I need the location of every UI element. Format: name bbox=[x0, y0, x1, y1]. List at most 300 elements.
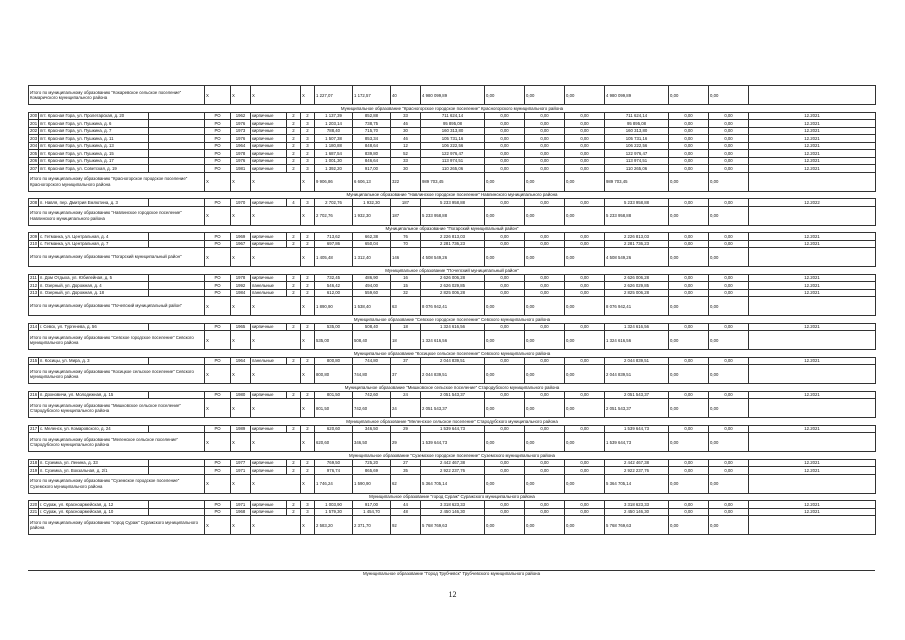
owner-funds-cell: 5 233 958,88 bbox=[605, 206, 669, 225]
type-cell: РО bbox=[205, 501, 231, 509]
empty-cell bbox=[149, 425, 205, 433]
table-row bbox=[29, 142, 876, 150]
fund-cell: 0,00 bbox=[669, 516, 709, 535]
fund-cell: 0,00 bbox=[525, 323, 565, 331]
subtotal-row bbox=[29, 86, 876, 105]
total-cost-cell: 2 051 543,37 bbox=[421, 391, 485, 399]
year-cell: 1981 bbox=[231, 165, 251, 173]
subtotal-label: Итого по муниципальному образованию "Меленское сельское поселение" Стародубского муниципального района bbox=[29, 433, 205, 452]
row-number: 211 bbox=[30, 275, 37, 281]
fund-cell: 0,00 bbox=[709, 365, 749, 384]
section-header: Муниципальное образование "Красногорское городское поселение" Красногорского муниципального района bbox=[29, 105, 876, 113]
section-header-row bbox=[29, 452, 876, 460]
fund-cell: 0,00 bbox=[565, 199, 605, 207]
table-row bbox=[29, 357, 876, 365]
type-cell: РО bbox=[205, 323, 231, 331]
residents-cell: 16 bbox=[391, 274, 421, 282]
living-area-cell: 2 371,70 bbox=[353, 516, 391, 535]
fund-cell: 0,00 bbox=[485, 459, 525, 467]
type-cell: РО bbox=[205, 467, 231, 475]
fund-cell: 0,00 bbox=[669, 365, 709, 384]
x-cell: X bbox=[301, 365, 315, 384]
area-cell: 1 507,38 bbox=[315, 135, 353, 143]
fund-cell: 0,00 bbox=[525, 142, 565, 150]
x-cell: X bbox=[231, 297, 251, 316]
residents-cell: 37 bbox=[391, 357, 421, 365]
living-area-cell: 508,40 bbox=[353, 331, 391, 350]
fund-cell: 0,00 bbox=[565, 274, 605, 282]
material-cell: кирпичные bbox=[251, 120, 287, 128]
type-cell: РО bbox=[205, 357, 231, 365]
subtotal-label: Итого по муниципальному образованию "Севское городское поселение" Севского муниципального района bbox=[29, 331, 205, 350]
row-number: 200 bbox=[30, 113, 38, 119]
fund-cell: 0,00 bbox=[525, 199, 565, 207]
area-cell: 713,62 bbox=[315, 233, 353, 241]
fund-cell: 0,00 bbox=[709, 297, 749, 316]
living-area-cell: 662,38 bbox=[353, 233, 391, 241]
material-cell: кирпичные bbox=[251, 459, 287, 467]
entrances-cell: 3 bbox=[301, 135, 315, 143]
section-header-row bbox=[29, 384, 876, 392]
fund-cell: 0,00 bbox=[709, 459, 749, 467]
total-cost-cell: 2 626 029,85 bbox=[421, 282, 485, 290]
deadline-cell: 12.2021 bbox=[749, 112, 876, 120]
fund-cell: 0,00 bbox=[669, 297, 709, 316]
entrances-cell: 2 bbox=[301, 289, 315, 297]
living-area-cell: 846,64 bbox=[353, 157, 391, 165]
entrances-cell: 2 bbox=[301, 467, 315, 475]
address-cell: с. Гетманка, ул. Центральная, д. 7 bbox=[39, 240, 149, 248]
fund-cell: 0,00 bbox=[669, 233, 709, 241]
fund-cell: 0,00 bbox=[525, 501, 565, 509]
fund-cell: 0,00 bbox=[485, 157, 525, 165]
residents-cell: 30 bbox=[391, 127, 421, 135]
empty-cell bbox=[149, 165, 205, 173]
x-cell: X bbox=[301, 206, 315, 225]
fund-cell: 0,00 bbox=[485, 425, 525, 433]
owner-funds-cell: 2 226 813,03 bbox=[605, 233, 669, 241]
row-number: 217 bbox=[30, 426, 38, 432]
fund-cell: 0,00 bbox=[709, 127, 749, 135]
entrances-cell: 3 bbox=[301, 142, 315, 150]
address-cell: п. Суземка, ул. Ленина, д. 33 bbox=[39, 459, 149, 467]
subtotal-row bbox=[29, 433, 876, 452]
fund-cell: 0,00 bbox=[525, 474, 565, 493]
fund-cell: 0,00 bbox=[565, 459, 605, 467]
fund-cell: 0,00 bbox=[709, 120, 749, 128]
fund-cell: 0,00 bbox=[525, 516, 565, 535]
fund-cell: 0,00 bbox=[709, 323, 749, 331]
floors-cell: 2 bbox=[287, 127, 301, 135]
fund-cell: 0,00 bbox=[525, 399, 565, 418]
fund-cell: 0,00 bbox=[565, 112, 605, 120]
area-cell: 1 687,54 bbox=[315, 150, 353, 158]
fund-cell: 0,00 bbox=[485, 165, 525, 173]
floors-cell: 2 bbox=[287, 323, 301, 331]
area-cell: 976,74 bbox=[315, 467, 353, 475]
residents-cell: 63 bbox=[391, 297, 421, 316]
total-cost-cell: 122 976,47 bbox=[421, 150, 485, 158]
deadline-cell: 12.2021 bbox=[749, 501, 876, 509]
fund-cell: 0,00 bbox=[709, 172, 749, 191]
x-cell: X bbox=[301, 516, 315, 535]
fund-cell: 0,00 bbox=[709, 508, 749, 516]
fund-cell: 0,00 bbox=[709, 474, 749, 493]
owner-funds-cell: 95 895,08 bbox=[605, 120, 669, 128]
empty-cell bbox=[749, 365, 876, 384]
table-row bbox=[29, 199, 876, 207]
residents-cell: 46 bbox=[391, 120, 421, 128]
fund-cell: 0,00 bbox=[565, 165, 605, 173]
material-cell: кирпичные bbox=[251, 142, 287, 150]
type-cell: РО bbox=[205, 150, 231, 158]
x-cell: X bbox=[301, 248, 315, 267]
x-cell: X bbox=[205, 516, 231, 535]
row-number: 203 bbox=[30, 135, 38, 141]
fund-cell: 0,00 bbox=[565, 331, 605, 350]
type-cell: РО bbox=[205, 289, 231, 297]
total-cost-cell: 3 318 623,33 bbox=[421, 501, 485, 509]
empty-cell bbox=[749, 474, 876, 493]
table-row bbox=[29, 157, 876, 165]
fund-cell: 0,00 bbox=[485, 399, 525, 418]
total-cost-cell: 2 044 839,51 bbox=[421, 357, 485, 365]
fund-cell: 0,00 bbox=[709, 135, 749, 143]
x-cell: X bbox=[301, 86, 315, 105]
fund-cell: 0,00 bbox=[669, 467, 709, 475]
empty-cell bbox=[149, 112, 205, 120]
living-area-cell: 744,80 bbox=[353, 357, 391, 365]
fund-cell: 0,00 bbox=[485, 516, 525, 535]
fund-cell: 0,00 bbox=[709, 425, 749, 433]
address-cell: п. Косицы, ул. Мира, д. 3 bbox=[39, 357, 149, 365]
fund-cell: 0,00 bbox=[669, 165, 709, 173]
year-cell: 1980 bbox=[231, 391, 251, 399]
row-number: 212 bbox=[30, 282, 38, 288]
section-header-row bbox=[29, 316, 876, 324]
deadline-cell: 12.2021 bbox=[749, 150, 876, 158]
empty-cell bbox=[749, 206, 876, 225]
fund-cell: 0,00 bbox=[485, 112, 525, 120]
total-cost-cell: 95 895,08 bbox=[421, 120, 485, 128]
fund-cell: 0,00 bbox=[709, 357, 749, 365]
floors-cell: 2 bbox=[287, 274, 301, 282]
fund-cell: 0,00 bbox=[669, 357, 709, 365]
living-area-cell: 917,00 bbox=[353, 165, 391, 173]
material-cell: панельные bbox=[251, 282, 287, 290]
entrances-cell: 2 bbox=[301, 233, 315, 241]
owner-funds-cell: 4 508 549,26 bbox=[605, 248, 669, 267]
area-cell: 1 180,88 bbox=[315, 142, 353, 150]
fund-cell: 0,00 bbox=[669, 289, 709, 297]
fund-cell: 0,00 bbox=[485, 501, 525, 509]
deadline-cell: 12.2021 bbox=[749, 391, 876, 399]
total-cost-cell: 1 539 644,73 bbox=[421, 433, 485, 452]
table-row bbox=[29, 233, 876, 241]
fund-cell: 0,00 bbox=[669, 459, 709, 467]
fund-cell: 0,00 bbox=[565, 474, 605, 493]
living-area-cell: 865,69 bbox=[353, 467, 391, 475]
deadline-cell: 12.2021 bbox=[749, 127, 876, 135]
living-area-cell: 742,60 bbox=[353, 399, 391, 418]
floors-cell: 2 bbox=[287, 508, 301, 516]
section-header-row bbox=[29, 418, 876, 426]
x-cell: X bbox=[301, 297, 315, 316]
living-area-cell: 744,80 bbox=[353, 365, 391, 384]
empty-cell bbox=[749, 331, 876, 350]
fund-cell: 0,00 bbox=[525, 282, 565, 290]
total-cost-cell: 2 442 467,38 bbox=[421, 459, 485, 467]
fund-cell: 0,00 bbox=[525, 86, 565, 105]
fund-cell: 0,00 bbox=[669, 112, 709, 120]
empty-cell bbox=[149, 323, 205, 331]
x-cell: X bbox=[205, 365, 231, 384]
subtotal-row bbox=[29, 297, 876, 316]
section-header: Муниципальное образование "город Сураж" Суражского муниципального района bbox=[29, 493, 876, 501]
x-cell: X bbox=[251, 474, 301, 493]
entrances-cell: 2 bbox=[301, 282, 315, 290]
residents-cell: 32 bbox=[391, 289, 421, 297]
fund-cell: 0,00 bbox=[565, 157, 605, 165]
x-cell: X bbox=[231, 248, 251, 267]
type-cell: РО bbox=[205, 165, 231, 173]
living-area-cell: 1 312,40 bbox=[353, 248, 391, 267]
owner-funds-cell: 711 624,14 bbox=[605, 112, 669, 120]
type-cell: РО bbox=[205, 508, 231, 516]
owner-funds-cell: 160 313,80 bbox=[605, 127, 669, 135]
x-cell: X bbox=[251, 172, 301, 191]
fund-cell: 0,00 bbox=[565, 323, 605, 331]
area-cell: 535,00 bbox=[315, 331, 353, 350]
deadline-cell: 12.2021 bbox=[749, 425, 876, 433]
year-cell: 1964 bbox=[231, 357, 251, 365]
residents-cell: 48 bbox=[391, 508, 421, 516]
empty-cell bbox=[149, 135, 205, 143]
living-area-cell: 346,50 bbox=[353, 433, 391, 452]
fund-cell: 0,00 bbox=[709, 433, 749, 452]
x-cell: X bbox=[301, 331, 315, 350]
fund-cell: 0,00 bbox=[709, 165, 749, 173]
fund-cell: 0,00 bbox=[565, 127, 605, 135]
living-area-cell: 508,40 bbox=[353, 323, 391, 331]
fund-cell: 0,00 bbox=[669, 240, 709, 248]
living-area-cell: 650,04 bbox=[353, 240, 391, 248]
living-area-cell: 917,00 bbox=[353, 501, 391, 509]
material-cell: панельные bbox=[251, 357, 287, 365]
empty-cell bbox=[149, 199, 205, 207]
year-cell: 1978 bbox=[231, 274, 251, 282]
owner-funds-cell: 8 076 942,41 bbox=[605, 297, 669, 316]
table-row bbox=[29, 501, 876, 509]
total-cost-cell: 2 044 839,51 bbox=[421, 365, 485, 384]
x-cell: X bbox=[251, 433, 301, 452]
type-cell: РО bbox=[205, 127, 231, 135]
floors-cell: 2 bbox=[287, 135, 301, 143]
fund-cell: 0,00 bbox=[709, 86, 749, 105]
address-cell: пгт. Красная Гора, ул. Советская, д. 19 bbox=[39, 165, 149, 173]
fund-cell: 0,00 bbox=[709, 391, 749, 399]
living-area-cell: 1 172,57 bbox=[353, 86, 391, 105]
year-cell: 1970 bbox=[231, 199, 251, 207]
total-cost-cell: 2 626 006,28 bbox=[421, 274, 485, 282]
fund-cell: 0,00 bbox=[525, 150, 565, 158]
fund-cell: 0,00 bbox=[485, 357, 525, 365]
total-cost-cell: 160 313,80 bbox=[421, 127, 485, 135]
register-table-sheet bbox=[28, 85, 875, 535]
living-area-cell: 715,70 bbox=[353, 127, 391, 135]
floors-cell: 2 bbox=[287, 425, 301, 433]
deadline-cell: 12.2021 bbox=[749, 142, 876, 150]
x-cell: X bbox=[251, 399, 301, 418]
owner-funds-cell: 2 626 029,85 bbox=[605, 282, 669, 290]
material-cell: кирпичные bbox=[251, 508, 287, 516]
area-cell: 801,50 bbox=[315, 391, 353, 399]
fund-cell: 0,00 bbox=[709, 199, 749, 207]
area-cell: 1 746,24 bbox=[315, 474, 353, 493]
table-body bbox=[29, 86, 876, 535]
fund-cell: 0,00 bbox=[565, 365, 605, 384]
area-cell: 2 583,20 bbox=[315, 516, 353, 535]
fund-cell: 0,00 bbox=[709, 289, 749, 297]
residents-cell: 29 bbox=[391, 433, 421, 452]
fund-cell: 0,00 bbox=[669, 474, 709, 493]
fund-cell: 0,00 bbox=[525, 425, 565, 433]
fund-cell: 0,00 bbox=[709, 157, 749, 165]
fund-cell: 0,00 bbox=[565, 142, 605, 150]
table-row bbox=[29, 508, 876, 516]
table-row bbox=[29, 274, 876, 282]
entrances-cell: 2 bbox=[301, 150, 315, 158]
material-cell: панельные bbox=[251, 289, 287, 297]
total-cost-cell: 1 324 616,56 bbox=[421, 323, 485, 331]
owner-funds-cell: 1 539 644,73 bbox=[605, 433, 669, 452]
section-header-row bbox=[29, 493, 876, 501]
x-cell: X bbox=[251, 516, 301, 535]
fund-cell: 0,00 bbox=[565, 172, 605, 191]
residents-cell: 37 bbox=[391, 365, 421, 384]
fund-cell: 0,00 bbox=[565, 357, 605, 365]
fund-cell: 0,00 bbox=[565, 516, 605, 535]
year-cell: 1973 bbox=[231, 127, 251, 135]
fund-cell: 0,00 bbox=[565, 508, 605, 516]
living-area-cell: 738,75 bbox=[353, 120, 391, 128]
empty-cell bbox=[749, 172, 876, 191]
fund-cell: 0,00 bbox=[525, 391, 565, 399]
entrances-cell: 2 bbox=[301, 357, 315, 365]
fund-cell: 0,00 bbox=[565, 86, 605, 105]
area-cell: 1 405,48 bbox=[315, 248, 353, 267]
fund-cell: 0,00 bbox=[709, 399, 749, 418]
living-area-cell: 1 454,70 bbox=[353, 508, 391, 516]
x-cell: X bbox=[205, 399, 231, 418]
total-cost-cell: 2 825 006,28 bbox=[421, 289, 485, 297]
fund-cell: 0,00 bbox=[525, 357, 565, 365]
total-cost-cell: 2 281 736,23 bbox=[421, 240, 485, 248]
deadline-cell: 12.2021 bbox=[749, 233, 876, 241]
subtotal-label: Итого по муниципальному образованию "город Сураж" Суражского муниципального района bbox=[29, 516, 205, 535]
fund-cell: 0,00 bbox=[485, 331, 525, 350]
fund-cell: 0,00 bbox=[485, 274, 525, 282]
address-cell: г. Севск, ул. Тургенева, д. 56 bbox=[39, 323, 149, 331]
section-header-row bbox=[29, 105, 876, 113]
row-number: 205 bbox=[30, 150, 38, 156]
deadline-cell: 12.2021 bbox=[749, 274, 876, 282]
type-cell: РО bbox=[205, 135, 231, 143]
residents-cell: 18 bbox=[391, 323, 421, 331]
subtotal-row bbox=[29, 248, 876, 267]
year-cell: 1965 bbox=[231, 323, 251, 331]
deadline-cell: 12.2021 bbox=[749, 135, 876, 143]
row-number: 215 bbox=[30, 358, 38, 364]
area-cell: 1 227,07 bbox=[315, 86, 353, 105]
row-number: 214 bbox=[30, 324, 38, 330]
fund-cell: 0,00 bbox=[709, 112, 749, 120]
residents-cell: 76 bbox=[391, 233, 421, 241]
fund-cell: 0,00 bbox=[525, 135, 565, 143]
fund-cell: 0,00 bbox=[669, 282, 709, 290]
subtotal-label: Итого по муниципальному образованию "Суземское городское поселение" Суземского муниципального района bbox=[29, 474, 205, 493]
address-cell: пгт. Красная Гора, ул. Пушкина, д. 13 bbox=[39, 142, 149, 150]
area-cell: 1 001,30 bbox=[315, 157, 353, 165]
fund-cell: 0,00 bbox=[669, 323, 709, 331]
deadline-cell: 12.2021 bbox=[749, 323, 876, 331]
fund-cell: 0,00 bbox=[565, 282, 605, 290]
address-cell: п. Навля, пер. Дмитрия Емлютина, д. 3 bbox=[39, 199, 149, 207]
area-cell: 1 890,90 bbox=[315, 297, 353, 316]
total-cost-cell: 1 539 644,73 bbox=[421, 425, 485, 433]
address-cell: с. Меленск, ул. Комаровского, д. 24 bbox=[39, 425, 149, 433]
fund-cell: 0,00 bbox=[525, 459, 565, 467]
entrances-cell: 2 bbox=[301, 391, 315, 399]
total-cost-cell: 8 076 942,41 bbox=[421, 297, 485, 316]
table-row bbox=[29, 467, 876, 475]
empty-cell bbox=[149, 274, 205, 282]
owner-funds-cell: 4 980 099,89 bbox=[605, 86, 669, 105]
area-cell: 620,60 bbox=[315, 433, 353, 452]
entrances-cell: 3 bbox=[301, 199, 315, 207]
fund-cell: 0,00 bbox=[565, 233, 605, 241]
type-cell: РО bbox=[205, 425, 231, 433]
x-cell: X bbox=[205, 172, 231, 191]
residents-cell: 146 bbox=[391, 248, 421, 267]
owner-funds-cell: 5 233 958,88 bbox=[605, 199, 669, 207]
table-row bbox=[29, 391, 876, 399]
fund-cell: 0,00 bbox=[669, 157, 709, 165]
row-number: 220 bbox=[30, 501, 38, 507]
area-cell: 732,45 bbox=[315, 274, 353, 282]
year-cell: 1964 bbox=[231, 142, 251, 150]
empty-cell bbox=[149, 501, 205, 509]
type-cell: РО bbox=[205, 112, 231, 120]
section-header-row bbox=[29, 267, 876, 275]
table-row bbox=[29, 165, 876, 173]
fund-cell: 0,00 bbox=[669, 86, 709, 105]
floors-cell: 2 bbox=[287, 282, 301, 290]
material-cell: кирпичные bbox=[251, 199, 287, 207]
type-cell: РО bbox=[205, 282, 231, 290]
fund-cell: 0,00 bbox=[669, 433, 709, 452]
floors-cell: 2 bbox=[287, 120, 301, 128]
address-cell: с. Гетманка, ул. Центральная, д. 4 bbox=[39, 233, 149, 241]
floors-cell: 2 bbox=[287, 112, 301, 120]
empty-cell bbox=[149, 459, 205, 467]
fund-cell: 0,00 bbox=[485, 508, 525, 516]
fund-cell: 0,00 bbox=[485, 127, 525, 135]
owner-funds-cell: 2 626 006,28 bbox=[605, 274, 669, 282]
year-cell: 1969 bbox=[231, 233, 251, 241]
total-cost-cell: 2 051 543,37 bbox=[421, 399, 485, 418]
fund-cell: 0,00 bbox=[709, 248, 749, 267]
